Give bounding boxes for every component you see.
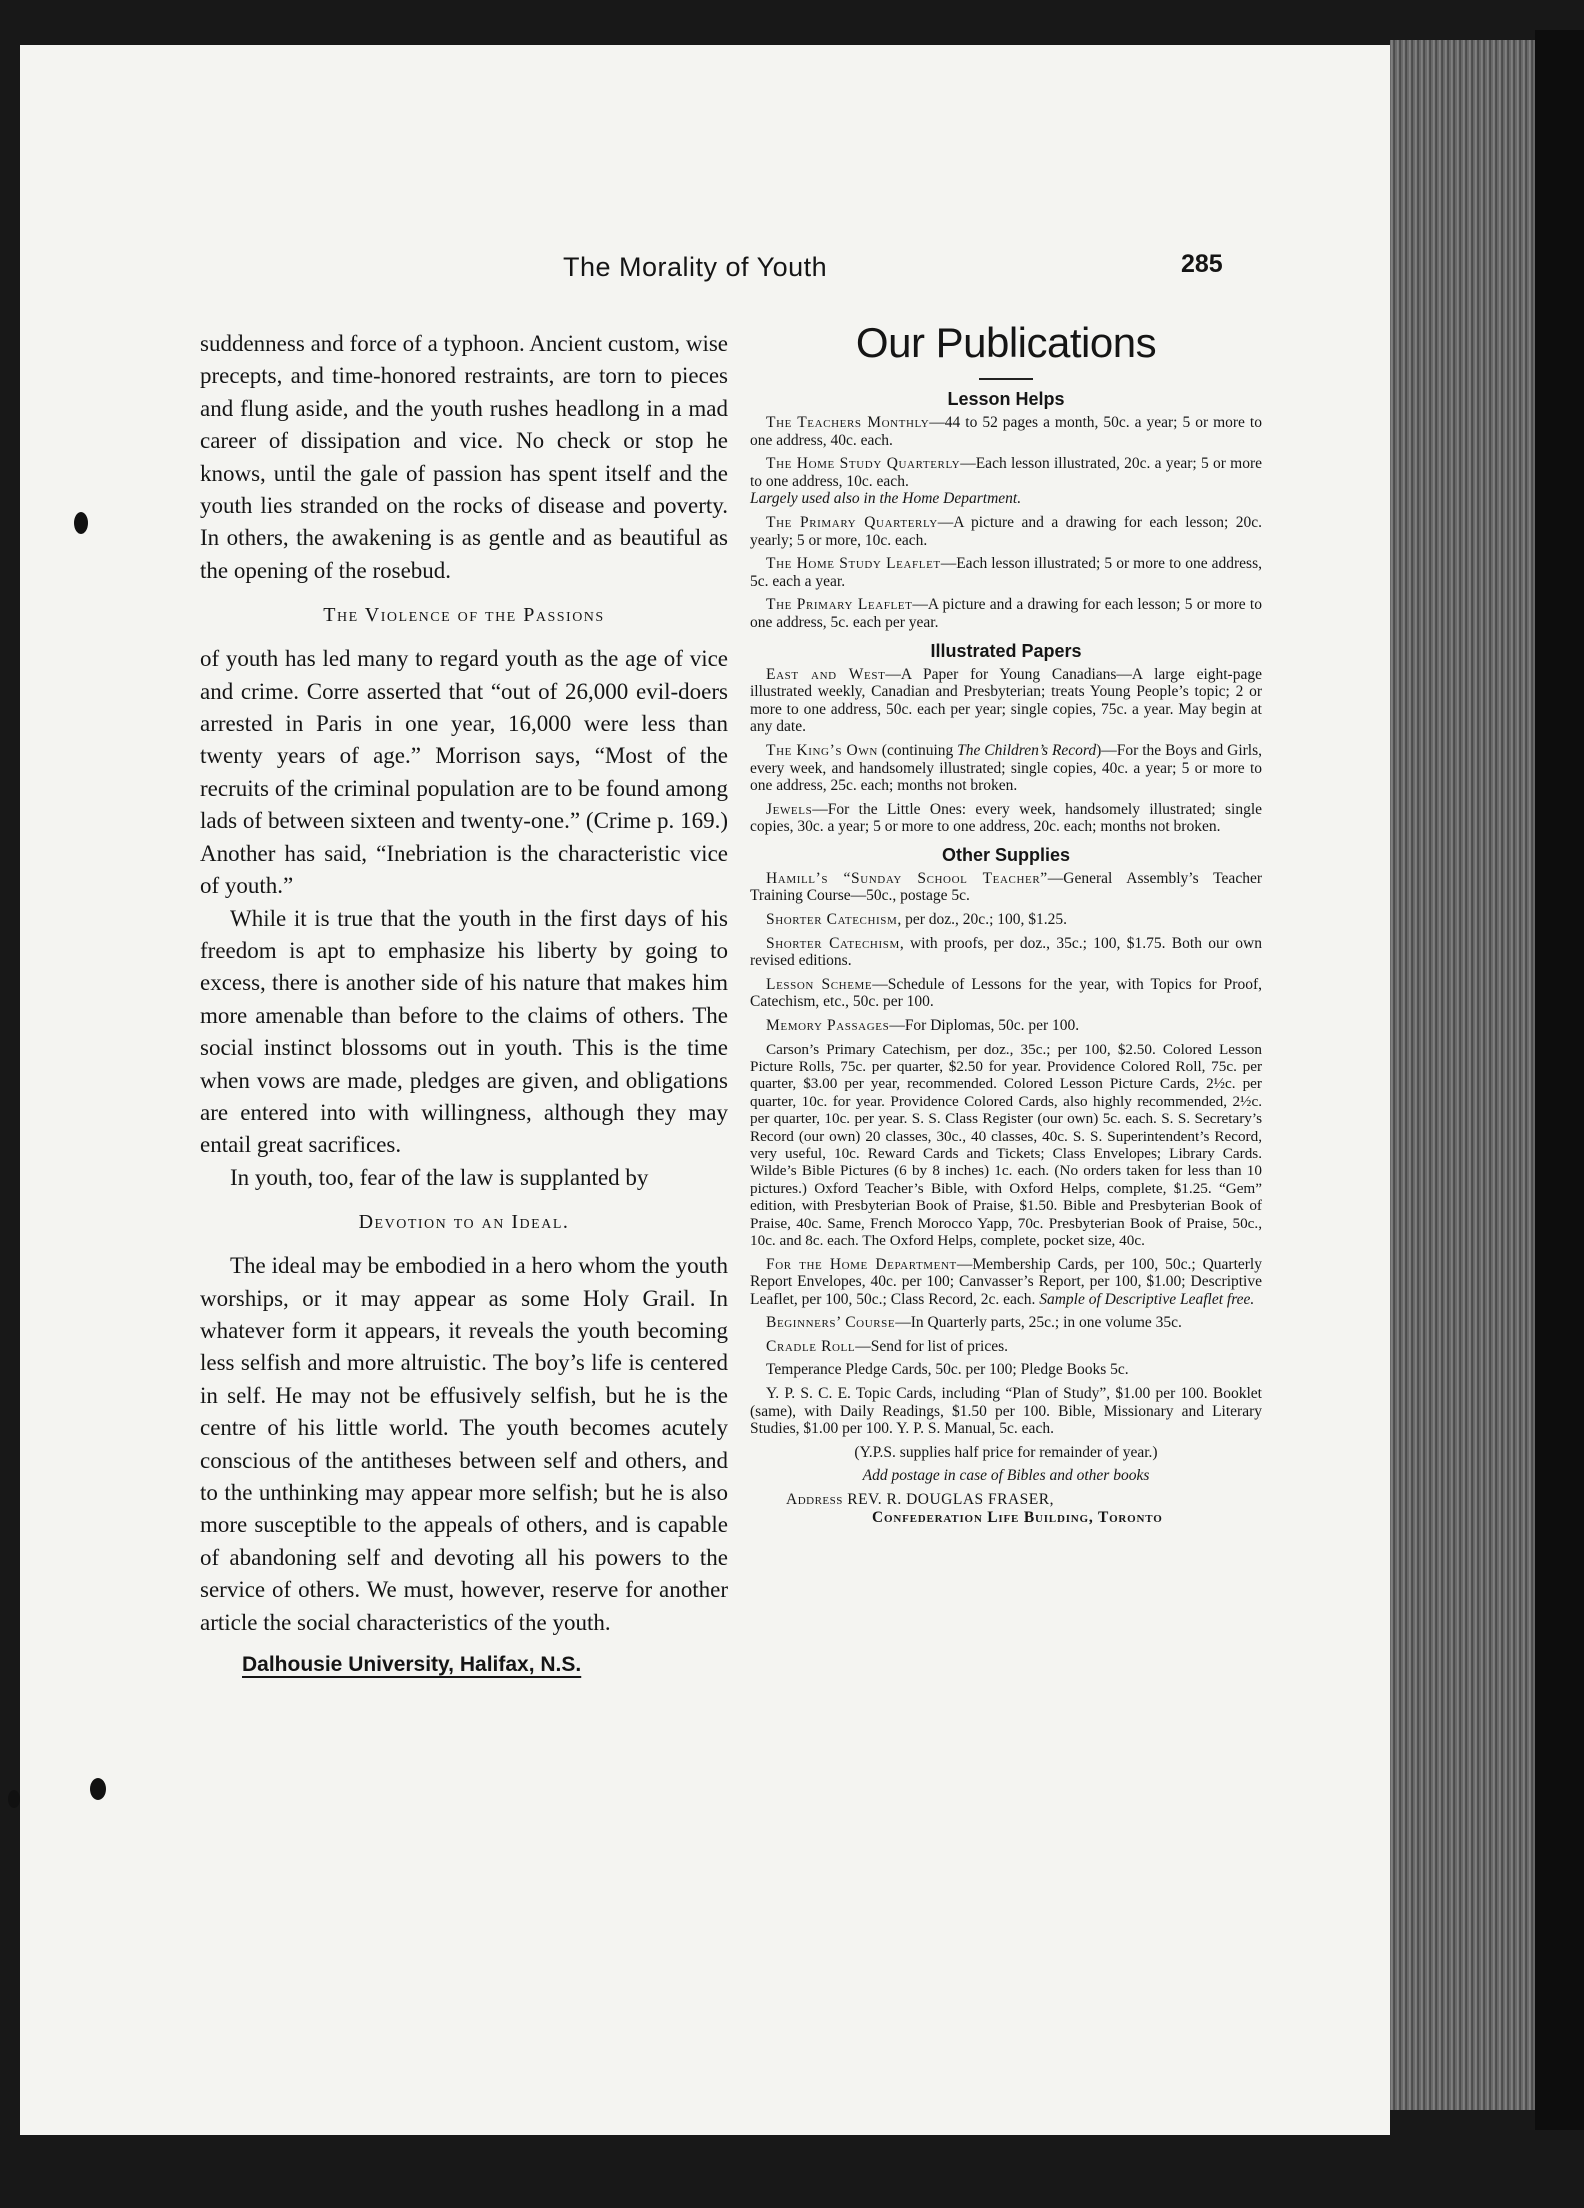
supply-name: Lesson Scheme — [766, 975, 873, 993]
publication-details: (continuing — [877, 741, 958, 759]
section-heading: The Violence of the Passions — [323, 604, 605, 627]
supply-entry: Temperance Pledge Cards, 50c. per 100; Pledge Books 5c. — [766, 1361, 1129, 1379]
publications-title: Our Publications — [855, 319, 1157, 366]
supply-entry — [750, 1338, 1262, 1356]
supply-name: Hamill’s “Sunday School Teacher” — [766, 869, 1048, 887]
supply-details: —General Assembly’s Teacher Training Course—50c., postage 5c. — [750, 869, 1262, 905]
section-heading: Devotion to an Ideal. — [358, 1211, 570, 1234]
paragraph: In youth, too, fear of the law is supplanted by — [230, 1164, 649, 1190]
supply-entry — [750, 1314, 1262, 1332]
supply-entry — [750, 911, 1262, 929]
ink-blot — [74, 512, 88, 534]
paragraph: While it is true that the youth in the first days of his freedom is apt to emphasize his liberty by going to excess, there is another side of his nature that makes him more amenable than before to the claims of others. The social instinct blossoms out in youth. This is the time when vows are made, pledges are given, and obligations are entered into with willingness, although they may entail great sacrifices. — [200, 905, 728, 1158]
publication-name: The Primary Quarterly — [766, 513, 938, 531]
publication-entry — [750, 742, 1262, 795]
publication-details: —Each lesson illustrated; 5 or more to one address, 5c. each a year. — [750, 555, 1262, 590]
page-fore-edge — [1390, 40, 1535, 2110]
supply-name: Cradle Roll — [766, 1337, 856, 1355]
publication-entry — [750, 555, 1262, 590]
supply-name: Beginners’ Course — [766, 1314, 896, 1332]
publication-name: The Primary Leaflet — [766, 596, 913, 614]
publication-entry — [750, 801, 1262, 836]
publication-entry — [750, 666, 1262, 736]
supply-note: Sample of Descriptive Leaflet free. — [1039, 1290, 1255, 1308]
paragraph: of youth has led many to regard youth as the age of vice and crime. Corre asserted that “out of 26,000 evil-doers arrested in Paris in one year, 16,000 were less than twenty years of age.” Morrison says, “Most of the recruits of the criminal population are to be found among lads of between sixteen and twenty-one.” (Crime p. 169.) Another has said, “Inebriation is the characteristic vice of youth.” — [200, 646, 728, 899]
publication-entry — [750, 514, 1262, 549]
supply-name: For the Home Department — [766, 1255, 957, 1273]
article-column — [200, 328, 728, 1681]
supply-details: , with proofs, per doz., 35c.; 100, $1.75. Both our own revised editions. — [750, 934, 1262, 970]
ink-blot — [90, 1778, 106, 1800]
running-title: The Morality of Youth — [563, 252, 828, 282]
supply-entry — [750, 935, 1262, 970]
publication-name: The Home Study Quarterly — [766, 455, 961, 473]
publication-details-italic: The Children’s Record — [957, 741, 1097, 759]
supply-entry — [750, 1256, 1262, 1309]
publication-details: —A picture and a drawing for each lesson; 20c. yearly; 5 or more, 10c. each. — [750, 513, 1262, 549]
paragraph: suddenness and force of a typhoon. Ancient custom, wise precepts, and time-honored restraints, are torn to pieces and flung aside, and the youth rushes headlong in a mad career of dissipation and vice. No check or stop he knows, until the gale of passion has spent itself and the youth lies stranded on the rocks of disease and poverty. In others, the awakening is as gentle and as beautiful as the opening of the rosebud. — [200, 331, 728, 583]
supply-details: —Send for list of prices. — [855, 1337, 1009, 1355]
supply-details: —Membership Cards, per 100, 50c.; Quarterly Report Envelopes, 40c. per 100; Canvasser’s Report, per 100, $1.00; Descriptive Leaflet, per 100, 50c.; Class Record, 2c. each. — [750, 1255, 1262, 1308]
section-heading: Other Supplies — [941, 844, 1071, 865]
supply-details: —Schedule of Lessons for the year, with Topics for Proof, Catechism, etc., 50c. per 100. — [750, 975, 1262, 1011]
supply-entry: Carson’s Primary Catechism, per doz., 35c.; per 100, $2.50. Colored Lesson Picture Rolls, 75c. per quarter, $2.50 for year. Providence Colored Roll, 75c. per quarter, $3.00 per year, recommended. Colored Lesson Picture Cards, 2½c. per quarter, 10c. for year. Providence Colored Cards, also highly recommended, 2½c. per quarter, 10c. per year. S. S. Class Register (our own) 5c. each. S. S. Secretary’s Record (our own) 20 classes, 30c., 40 classes, 40c. S. S. Superintendent’s Record, very useful, 10c. Reward Cards and Tickets; Class Envelopes; Library Cards. Wilde’s Bible Pictures (6 by 8 inches) 1c. each. (No orders taken for less than 10 pictures.) Oxford Teacher’s Bible, with Oxford Helps, complete, $1.25. “Gem” edition, with Presbyterian Book of Praise, $1.50. Bible and Presbyterian Book of Praise, 40c. Same, French Morocco Yapp, 70c. Presbyterian Book of Praise, 50c., 10c. and 8c. each. The Oxford Helps, complete, pocket size, 40c. — [750, 1040, 1262, 1250]
publication-name: The Home Study Leaflet — [766, 555, 941, 573]
publication-note: Largely used also in the Home Department. — [750, 490, 1022, 508]
publication-name: East and West — [766, 665, 886, 683]
publication-details: —44 to 52 pages a month, 50c. a year; 5 or more to one address, 40c. each. — [750, 414, 1262, 449]
page-number: 285 — [1181, 250, 1223, 278]
supply-details: —For Diplomas, 50c. per 100. — [889, 1017, 1080, 1035]
supply-note: (Y.P.S. supplies half price for remainder of year.) — [854, 1443, 1158, 1461]
publication-entry — [750, 414, 1262, 449]
supply-entry — [750, 870, 1262, 905]
ink-blot — [8, 1790, 20, 1808]
publication-details: —Each lesson illustrated, 20c. a year; 5 or more to one address, 10c. each. — [750, 455, 1262, 490]
title-rule — [979, 378, 1033, 380]
author-affiliation: Dalhousie University, Halifax, N.S. — [242, 1653, 582, 1677]
section-heading: Illustrated Papers — [930, 640, 1082, 661]
publication-name: Jewels — [766, 800, 813, 818]
supply-entry — [750, 1017, 1262, 1035]
publication-details: —A Paper for Young Canadians—A large eight-page illustrated weekly, Canadian and Presbyterian; treats Young People’s topic; 2 or more to one address, 50c. each per year; single copies, 75c. a year. May begin at any date. — [750, 665, 1262, 736]
publication-name: The Teachers Monthly — [766, 414, 930, 431]
paragraph: The ideal may be embodied in a hero whom the youth worships, or it may appear as some Holy Grail. In whatever form it appears, it reveals the youth becoming less selfish and more altruistic. The boy’s life is centered in self. He may not be effusively selfish, but he is the centre of his little world. The youth becomes acutely conscious of the antitheses between self and others, and to the unthinking may appear more selfish; but he is also more susceptible to the appeals of others, and is capable of abandoning self and devoting all his powers to the service of others. We must, however, reserve for another article the social characteristics of the youth. — [200, 1253, 728, 1635]
publication-details: —For the Little Ones: every week, handsomely illustrated; single copies, 30c. a year; 5 or more to one address, 20c. each; months not broken. — [750, 800, 1262, 836]
publisher-building: Confederation Life Building, Toronto — [872, 1509, 1163, 1527]
publisher-address: Address REV. R. DOUGLAS FRASER, — [786, 1491, 1054, 1509]
publication-details: —A picture and a drawing for each lesson; 5 or more to one address, 5c. each per year. — [750, 596, 1262, 631]
supply-details: —In Quarterly parts, 25c.; in one volume 35c. — [895, 1314, 1182, 1332]
publications-column — [750, 318, 1262, 1527]
supply-name: Shorter Catechism — [766, 911, 898, 929]
publication-name: The King’s Own — [766, 741, 878, 759]
publication-entry — [750, 596, 1262, 631]
supply-entry: Y. P. S. C. E. Topic Cards, including “Plan of Study”, $1.00 per 100. Booklet (same), with Daily Readings, $1.50 per 100. Bible, Missionary and Literary Studies, $1.00 per 100. Y. P. S. Manual, 5c. each. — [750, 1385, 1262, 1438]
postage-note: Add postage in case of Bibles and other books — [862, 1467, 1150, 1485]
supply-details: , per doz., 20c.; 100, $1.25. — [897, 911, 1067, 929]
supply-name: Memory Passages — [766, 1017, 890, 1035]
supply-entry — [750, 976, 1262, 1011]
supply-name: Shorter Catechism — [766, 934, 900, 952]
publication-details: )—For the Boys and Girls, every week, and handsomely illustrated; single copies, 40c. a year; 5 or more to one address, 25c. each; months not broken. — [750, 741, 1263, 795]
section-heading: Lesson Helps — [947, 389, 1065, 409]
publication-entry — [750, 455, 1262, 508]
